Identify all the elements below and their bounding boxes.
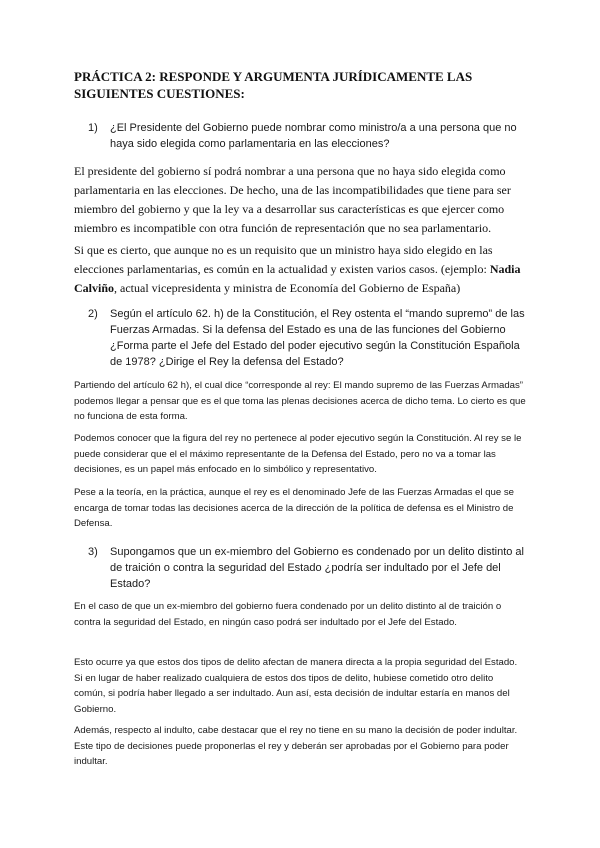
question-3-text: Supongamos que un ex-miembro del Gobierno es condenado por un delito distinto al de traición o contra la seguridad del Estado ¿podría ser indultado por el Jefe del Estado? (110, 546, 524, 590)
answer-2-paragraph-3: Pese a la teoría, en la práctica, aunque el rey es el denominado Jefe de las Fuerzas Armadas el que se encarga de tomar todas las decisiones acerca de la dirección de la política de defensa es el Ministro de Defensa. (74, 487, 514, 529)
example-name: Nadia Calviño (74, 262, 521, 295)
question-2-number: 2) (88, 308, 98, 320)
answer-3-paragraph-3: Además, respecto al indulto, cabe destacar que el rey no tiene en su mano la decisión de poder indultar. Este tipo de decisiones puede proponerlas el rey y deberán ser aprobadas por el Gobierno para poder indultar. (74, 725, 518, 767)
answer-1-paragraph-1: El presidente del gobierno sí podrá nombrar a una persona que no haya sido elegida como parlamentaria en las elecciones. De hecho, una de las incompatibilidades que tiene para ser miembro del gobierno y que la ley va a desarrollar sus características es que ejercer como miembro es incompatible con otra función de representación que no sea parlamentario. (74, 164, 511, 235)
question-1-number: 1) (88, 122, 98, 134)
answer-2-paragraph-2: Podemos conocer que la figura del rey no pertenece al poder ejecutivo según la Constitución. Al rey se le puede considerar que el el máximo representante de la Defensa del Estado, pero no va a tomar las decisiones, es un papel más enfocado en lo simbólico y representativo. (74, 433, 522, 475)
answer-2-paragraph-1: Partiendo del artículo 62 h), el cual dice “corresponde al rey: El mando supremo de las Fuerzas Armadas” podemos llegar a pensar que es el que toma las plenas decisiones acerca de dicho tema. Lo cierto es que no funciona de esta forma. (74, 380, 526, 422)
answer-1-paragraph-2-end: , actual vicepresidenta y ministra de Economía del Gobierno de España) (114, 281, 461, 295)
question-1 (88, 120, 528, 152)
question-2-text: Según el artículo 62. h) de la Constitución, el Rey ostenta el “mando supremo” de las Fuerzas Armadas. Si la defensa del Estado es una de las funciones del Gobierno ¿Forma parte el Jefe del Estado del poder ejecutivo según la Constitución Española de 1978? ¿Dirige el Rey la defensa del Estado? (110, 308, 525, 368)
page-title: PRÁCTICA 2: RESPONDE Y ARGUMENTA JURÍDICAMENTE LAS SIGUIENTES CUESTIONES: (74, 69, 473, 101)
answer-1-paragraph-2-start: Si que es cierto, que aunque no es un requisito que un ministro haya sido elegido en las elecciones parlamentarias, es común en la actualidad y existen varios casos. (ejemplo: (74, 243, 493, 276)
answer-1-paragraph-2 (74, 241, 526, 298)
question-3 (88, 544, 528, 592)
question-3-number: 3) (88, 546, 98, 558)
answer-3-paragraph-1: En el caso de que un ex-miembro del gobierno fuera condenado por un delito distinto al de traición o contra la seguridad del Estado, en ningún caso podrá ser indultado por el Jefe del Estado. (74, 601, 502, 628)
question-1-text: ¿El Presidente del Gobierno puede nombrar como ministro/a a una persona que no haya sido elegida como parlamentaria en las elecciones? (110, 122, 517, 150)
question-2 (88, 306, 528, 370)
answer-3-paragraph-2: Esto ocurre ya que estos dos tipos de delito afectan de manera directa a la propia seguridad del Estado. Si en lugar de haber realizado cualquiera de estos dos tipos de delito, hubiese cometido otro delito común, si podría haber llegado a ser indultado. Aun así, esta decisión de indultar estaría en manos del Gobierno. (74, 657, 518, 715)
